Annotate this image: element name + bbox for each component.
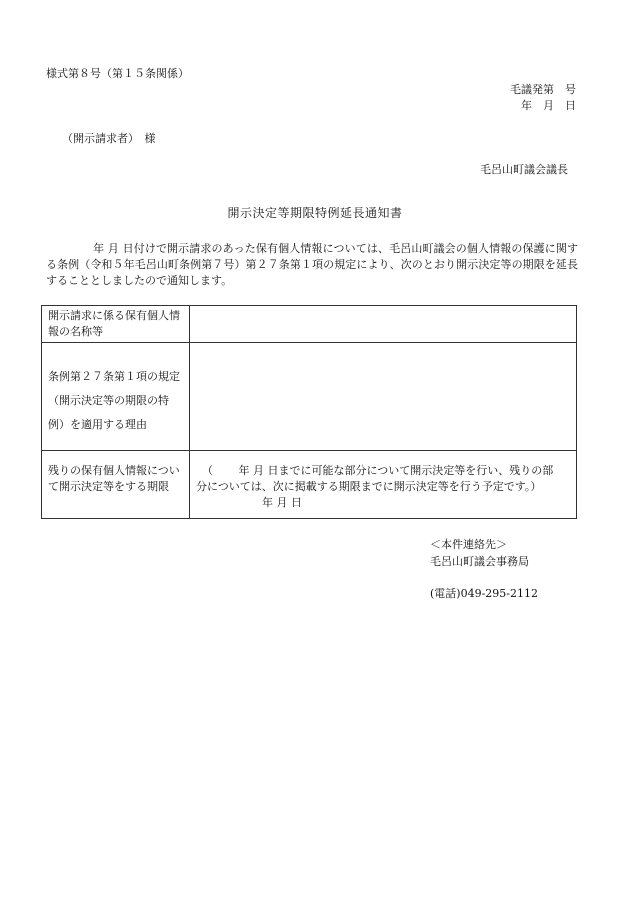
- document-title: 開示決定等期限特例延長通知書: [227, 206, 403, 220]
- row-value-deadline[interactable]: [190, 451, 577, 519]
- table-row: [42, 343, 577, 451]
- info-table: [41, 305, 577, 519]
- contact-phone: (電話)049-295-2112: [430, 587, 539, 600]
- row-label-reason: 条例第２７条第１項の規定（開示決定等の期限の特例）を適用する理由: [42, 343, 190, 451]
- table-row: [42, 451, 577, 519]
- sender: 毛呂山町議会議長: [480, 163, 568, 176]
- contact-office: 毛呂山町議会事務局: [430, 555, 529, 568]
- document-number: 毛議発第 号: [510, 83, 576, 96]
- contact-heading: ＜本件連絡先＞: [430, 538, 507, 551]
- row-label-document-name: 開示請求に係る保有個人情報の名称等: [42, 306, 190, 343]
- row-label-deadline: 残りの保有個人情報について開示決定等をする期限: [42, 451, 190, 519]
- document-date: 年 月 日: [521, 99, 576, 112]
- row-value-document-name[interactable]: [190, 306, 577, 343]
- form-number: 様式第８号（第１５条関係）: [46, 67, 189, 80]
- recipient: （開示請求者） 様: [62, 132, 156, 145]
- deadline-line-1: （ 年 月 日までに可能な部分について開示決定等を行い、残りの部: [202, 464, 554, 477]
- deadline-line-2: 分については、次に掲載する期限までに開示決定等を行う予定です。）: [196, 480, 542, 493]
- body-text: 年 月 日付けで開示請求のあった保有個人情報については、毛呂山町議会の個人情報の保護に関する条例（令和５年毛呂山町条例第７号）第２７条第１項の規定により、次のとおり開示決定等の期限を延長することとしましたので通知します。: [46, 242, 578, 287]
- row-value-reason[interactable]: [190, 343, 577, 451]
- deadline-line-3: 年 月 日: [262, 496, 302, 509]
- table-row: [42, 306, 577, 343]
- body-paragraph: [46, 241, 578, 289]
- contact-block: [430, 536, 538, 602]
